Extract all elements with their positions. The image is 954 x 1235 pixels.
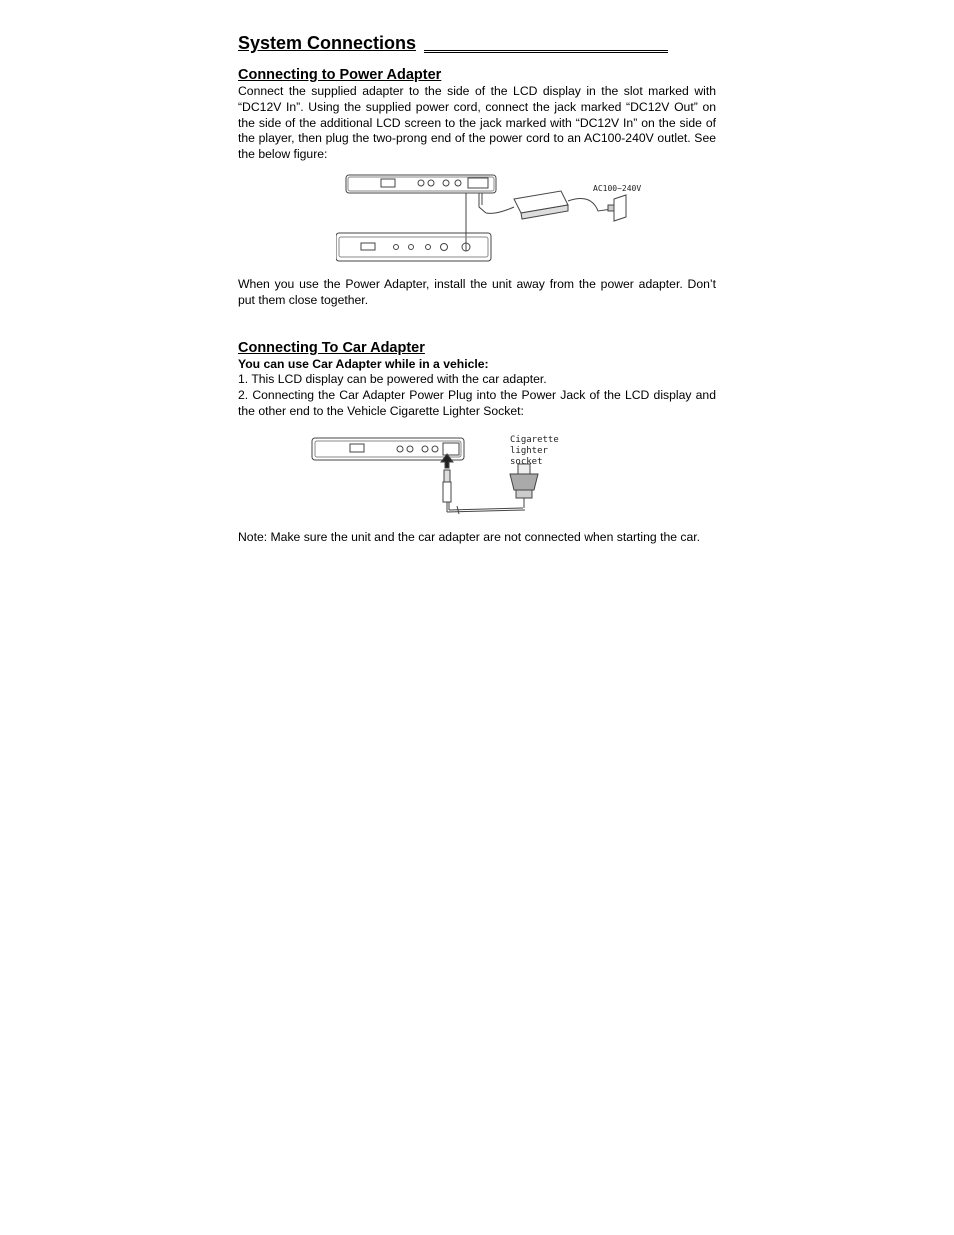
power-paragraph: Connect the supplied adapter to the side of the LCD display in the slot marked with “DC12V In”. Using the supplied power cord, connect the jack marked “DC12V Out” on the side of the additional LCD screen to the jack marked with “DC12V In” on the side of the player, then plug the two-prong end of the power cord to an AC100-240V outlet. See the below figure: [238, 84, 716, 162]
car-subtitle: You can use Car Adapter while in a vehicle: [238, 356, 489, 371]
voltage-label: AC100~240V [593, 183, 642, 193]
power-section-title: Connecting to Power Adapter [238, 67, 442, 83]
socket-label-line-2: lighter [510, 445, 548, 456]
heading-rule [424, 50, 668, 53]
manual-page [238, 32, 716, 546]
socket-label-line-3: socket [510, 456, 543, 467]
car-adapter-figure [310, 434, 570, 518]
power-note: When you use the Power Adapter, install the unit away from the power adapter. Don’t put them close together. [238, 276, 716, 307]
car-item-2: 2. Connecting the Car Adapter Power Plug into the Power Jack of the LCD display and the other end to the Vehicle Cigarette Lighter Socket: [238, 388, 716, 418]
car-section-title: Connecting To Car Adapter [238, 339, 425, 356]
car-note: Note: Make sure the unit and the car adapter are not connected when starting the car. [238, 529, 701, 544]
page-heading: System Connections [238, 32, 668, 54]
car-item-1: 1. This LCD display can be powered with the car adapter. [238, 372, 547, 387]
power-adapter-figure [336, 171, 646, 271]
socket-label-line-1: Cigarette [510, 434, 559, 445]
